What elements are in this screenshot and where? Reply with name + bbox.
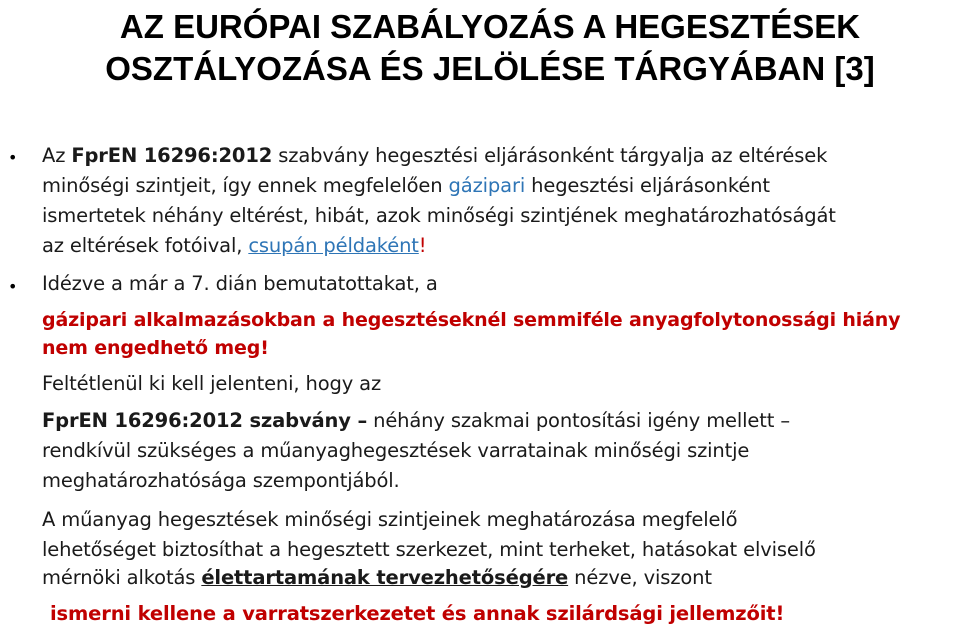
slide-title-line-1: AZ EURÓPAI SZABÁLYOZÁS A HEGESZTÉSEK [119, 8, 861, 45]
p3-line-4: meghatározhatósága szempontjából. [42, 469, 400, 492]
p1-line-1 [42, 141, 827, 171]
p4-line-4: ismerni kellene a varratszerkezetet és annak szilárdsági jellemzőit! [50, 602, 785, 625]
p4-line-2: lehetőséget biztosíthat a hegesztett szerkezet, mint terheket, hatásokat elviselő [42, 538, 816, 561]
text: Az [42, 144, 72, 167]
bullet-icon: • [8, 148, 18, 167]
csupan-peldakent-link[interactable]: csupán példaként [248, 234, 419, 257]
text: mérnöki alkotás [42, 566, 202, 589]
p4-line-1: A műanyag hegesztések minőségi szintjeinek meghatározása megfelelő [42, 508, 738, 531]
text: nézve, viszont [568, 566, 712, 589]
exclamation: ! [418, 234, 427, 257]
p3-line-2 [42, 406, 790, 436]
standard-reference: FprEN 16296:2012 szabvány – [42, 409, 368, 432]
bullet-icon: • [8, 277, 18, 296]
text: az eltérések fotóival, [42, 234, 249, 257]
p1-line-3: ismertetek néhány eltérést, hibát, azok minőségi szintjének meghatározhatóságát [42, 204, 836, 227]
p2-line-3: nem engedhető meg! [42, 337, 269, 359]
p2-line-1: Idézve a már a 7. dián bemutatottakat, a [42, 272, 438, 295]
p1-line-4 [42, 231, 426, 261]
text: hegesztési eljárásonként [525, 174, 770, 197]
slide-title-line-2: OSZTÁLYOZÁSA ÉS JELÖLÉSE TÁRGYÁBAN [3] [105, 50, 875, 87]
underlined-emphasis: élettartamának tervezhetőségére [201, 566, 569, 589]
text: minőségi szintjeit, így ennek megfelelően [42, 174, 449, 197]
p3-line-1: Feltétlenül ki kell jelenteni, hogy az [42, 372, 382, 395]
p2-line-2: gázipari alkalmazásokban a hegesztéseknél semmiféle anyagfolytonossági hiány [42, 309, 901, 331]
highlight-gazipari: gázipari [448, 174, 526, 197]
text: néhány szakmai pontosítási igény mellett – [367, 409, 790, 432]
p1-line-2 [42, 171, 770, 201]
p3-line-3: rendkívül szükséges a műanyaghegesztések varratainak minőségi szintje [42, 439, 750, 462]
p4-line-3 [42, 563, 712, 593]
text: szabvány hegesztési eljárásonként tárgyalja az eltérések [272, 144, 828, 167]
standard-reference: FprEN 16296:2012 [71, 144, 273, 167]
